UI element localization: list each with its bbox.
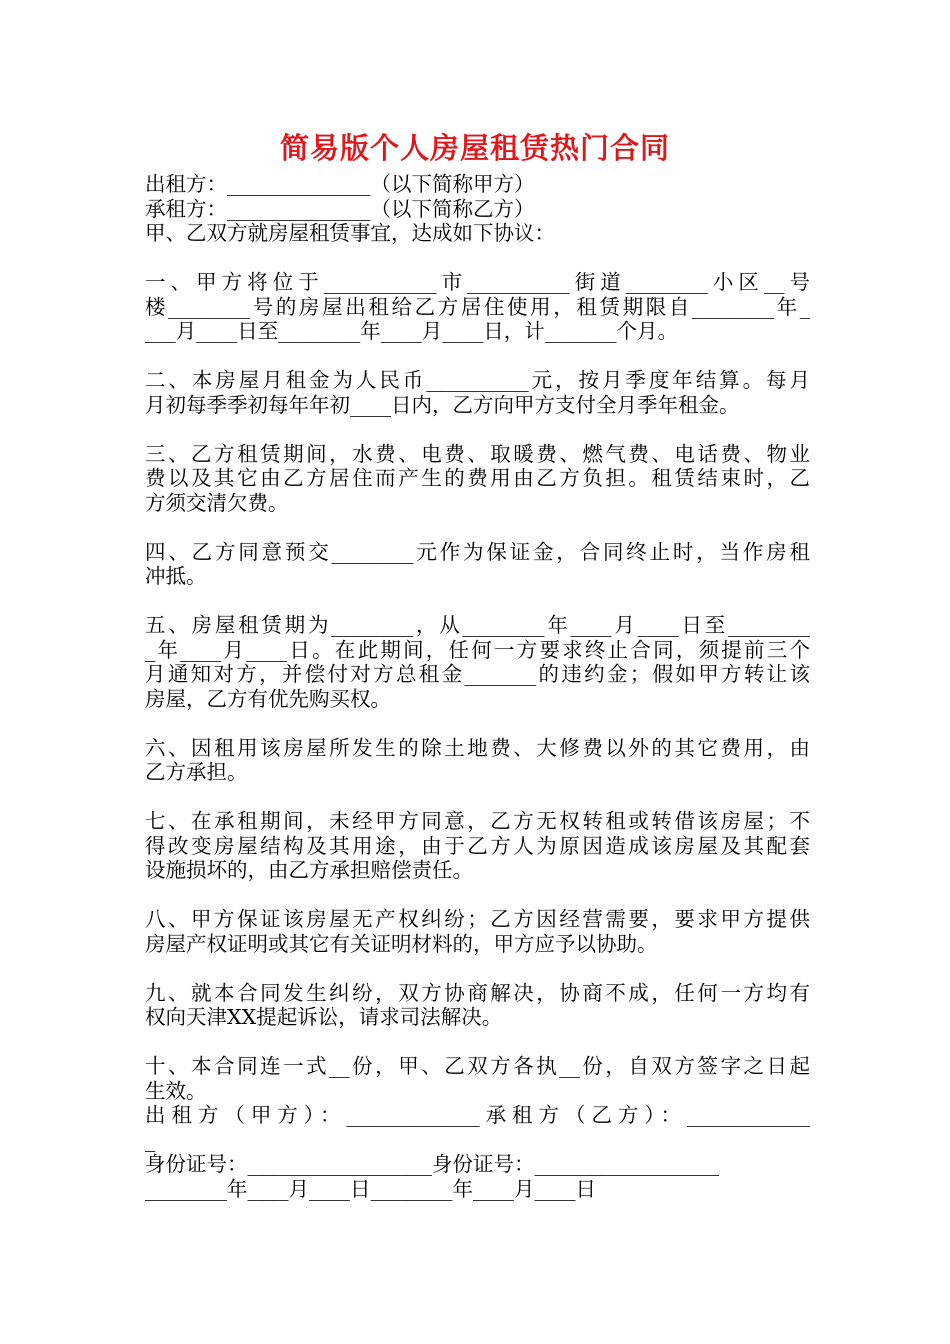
clause-4-line-2: 冲抵。 <box>145 564 207 588</box>
signature-parties-line: 出租方（甲方）：_____________承租方（乙方）：____________ <box>145 1103 810 1127</box>
clause-8 <box>145 907 810 956</box>
clause-1 <box>145 270 810 344</box>
signature-date-line: ________年____月____日________年____月____日 <box>145 1176 596 1201</box>
clause-6-line-1: 六、因租用该房屋所发生的除土地费、大修费以外的其它费用，由 <box>145 735 810 760</box>
lessor-line: 出租方：______________（以下简称甲方） <box>145 172 535 196</box>
clause-1-line-1: 一、甲方将位于___________市__________街道________小区__号 <box>145 270 810 294</box>
clause-10 <box>145 1054 810 1103</box>
clause-8-line-2: 房屋产权证明或其它有关证明材料的，甲方应予以协助。 <box>145 931 658 956</box>
clause-9 <box>145 981 810 1030</box>
agreement-intro-line: 甲、乙双方就房屋租赁事宜，达成如下协议： <box>145 221 555 245</box>
clause-3-line-3: 方须交清欠费。 <box>145 490 289 515</box>
clause-9-line-1: 九、就本合同发生纠纷，双方协商解决，协商不成，任何一方均有 <box>145 980 810 1005</box>
clause-5-line-4: 房屋，乙方有优先购买权。 <box>145 686 391 711</box>
clause-10-line-2: 生效。 <box>145 1078 207 1103</box>
signature-overflow-underscore: _ <box>145 1127 156 1152</box>
clause-10-line-1: 十、本合同连一式__份，甲、乙双方各执__份，自双方签字之日起 <box>145 1054 810 1078</box>
clause-3 <box>145 442 810 516</box>
clause-2-line-1: 二、本房屋月租金为人民币__________元，按月季度年结算。每月 <box>145 368 810 392</box>
clause-3-line-1: 三、乙方租赁期间，水费、电费、取暖费、燃气费、电话费、物业 <box>145 441 810 466</box>
clause-7-line-3: 设施损坏的，由乙方承担赔偿责任。 <box>145 858 473 882</box>
clause-6 <box>145 736 810 785</box>
clause-7-line-2: 得改变房屋结构及其用途，由于乙方人为原因造成该房屋及其配套 <box>145 833 810 858</box>
contract-body <box>145 172 810 1201</box>
clause-2-line-2: 月初每季季初每年年初____日内，乙方向甲方支付全月季年租金。 <box>145 392 740 417</box>
clause-4-line-1: 四、乙方同意预交________元作为保证金，合同终止时，当作房租 <box>145 539 810 564</box>
clause-1-line-2: 楼________号的房屋出租给乙方居住使用，租赁期限自________年_ <box>145 294 810 319</box>
signature-block <box>145 1103 810 1201</box>
clause-5-line-1: 五、房屋租赁期为________，从________年____月____日至________ <box>145 613 810 637</box>
clause-7-line-1: 七、在承租期间，未经甲方同意，乙方无权转租或转借该房屋；不 <box>145 809 810 833</box>
signature-id-line: 身份证号：__________________身份证号：__________________ <box>145 1152 719 1176</box>
clause-4 <box>145 540 810 589</box>
clause-6-line-2: 乙方承担。 <box>145 760 248 784</box>
clause-3-line-2: 费以及其它由乙方居住而产生的费用由乙方负担。租赁结束时，乙 <box>145 466 810 490</box>
clause-5-line-3: 月通知对方，并偿付对方总租金_______的违约金；假如甲方转让该 <box>145 662 810 686</box>
document-title: 简易版个人房屋租赁热门合同 <box>279 131 670 165</box>
clause-5-line-2: _年____月____日。在此期间，任何一方要求终止合同，须提前三个 <box>145 637 810 662</box>
clause-2 <box>145 368 810 417</box>
clause-9-line-2: 权向天津XX提起诉讼，请求司法解决。 <box>145 1005 503 1029</box>
lessee-line: 承租方：______________（以下简称乙方） <box>145 196 535 221</box>
clause-5 <box>145 613 810 711</box>
clause-1-line-3: ___月____日至________年____月____日，计_______个月。 <box>145 319 678 343</box>
clause-8-line-1: 八、甲方保证该房屋无产权纠纷；乙方因经营需要，要求甲方提供 <box>145 907 810 931</box>
clause-7 <box>145 809 810 883</box>
